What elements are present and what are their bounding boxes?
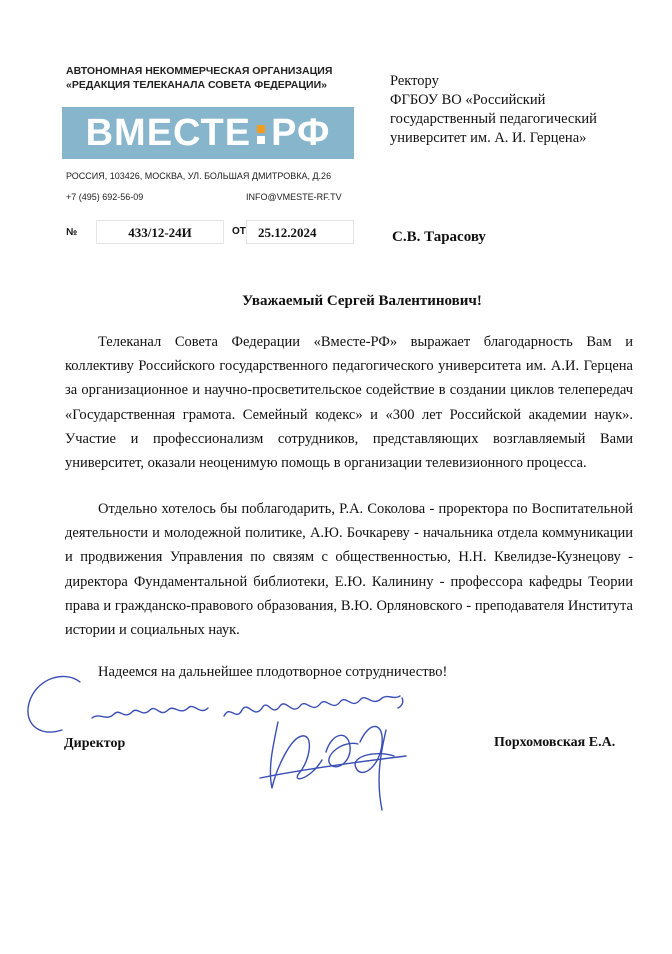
outgoing-date-value: 25.12.2024 <box>258 225 317 240</box>
recipient-line: государственный педагогический <box>390 111 597 127</box>
signer-name: Порхомовская Е.А. <box>494 735 616 750</box>
recipient-line: Ректору <box>390 73 439 89</box>
org-line-1: АВТОНОМНАЯ НЕКОММЕРЧЕСКАЯ ОРГАНИЗАЦИЯ <box>66 65 333 77</box>
logo-right-text: РФ <box>271 111 331 154</box>
outgoing-number-value: 433/12-24И <box>128 225 192 240</box>
org-line-2: «РЕДАКЦИЯ ТЕЛЕКАНАЛА СОВЕТА ФЕДЕРАЦИИ» <box>66 79 327 91</box>
logo-left-text: ВМЕСТЕ <box>85 111 252 154</box>
org-email: INFO@VMESTE-RF.TV <box>246 192 342 202</box>
salutation: Уважаемый Сергей Валентинович! <box>242 293 482 309</box>
body-paragraph-1: Телеканал Совета Федерации «Вместе-РФ» выражает благодарность Вам и коллективу Российского государственного педагогического университета им. А.И. Герцена за организационное и научно-просветительское содействие в создании циклов телепередач «Государственная грамота. Семейный кодекс» и «300 лет Российской академии наук». Участие и профессионализм сотрудников, представляющих возглавляемый Вами университет, оказали неоценимую помощь в организации телевизионного процесса. <box>65 334 633 472</box>
recipient-name: С.В. Тарасову <box>392 229 486 245</box>
recipient-line: ФГБОУ ВО «Российский <box>390 92 546 108</box>
outgoing-number-label: № <box>66 227 78 238</box>
org-address: РОССИЯ, 103426, МОСКВА, УЛ. БОЛЬШАЯ ДМИТРОВКА, Д.26 <box>66 171 332 181</box>
signer-position: Директор <box>64 736 126 751</box>
organization-name <box>66 64 356 92</box>
org-phone: +7 (495) 692-56-09 <box>66 192 144 202</box>
body-paragraph-2: Отдельно хотелось бы поблагодарить, Р.А. Соколова - проректора по Воспитательной деятельности и молодежной политике, А.Ю. Бочкареву - начальника отдела коммуникации и продвижения Управления по связям с общественностью, Н.Н. Квелидзе-Кузнецову - директора Фундаментальной библиотеки, Е.Ю. Калинину - профессора кафедры Теории права и гражданско-правового образования, В.Ю. Орляновского - преподавателя Института истории и социальных наук. <box>65 501 633 639</box>
outgoing-date-label: ОТ <box>232 226 246 237</box>
closing-line: Надеемся на дальнейшее плодотворное сотрудничество! <box>98 664 448 680</box>
recipient-block <box>390 72 640 148</box>
logo-separator-icon <box>257 119 265 147</box>
vmeste-rf-logo <box>62 107 354 159</box>
recipient-line: университет им. А. И. Герцена» <box>390 130 587 146</box>
